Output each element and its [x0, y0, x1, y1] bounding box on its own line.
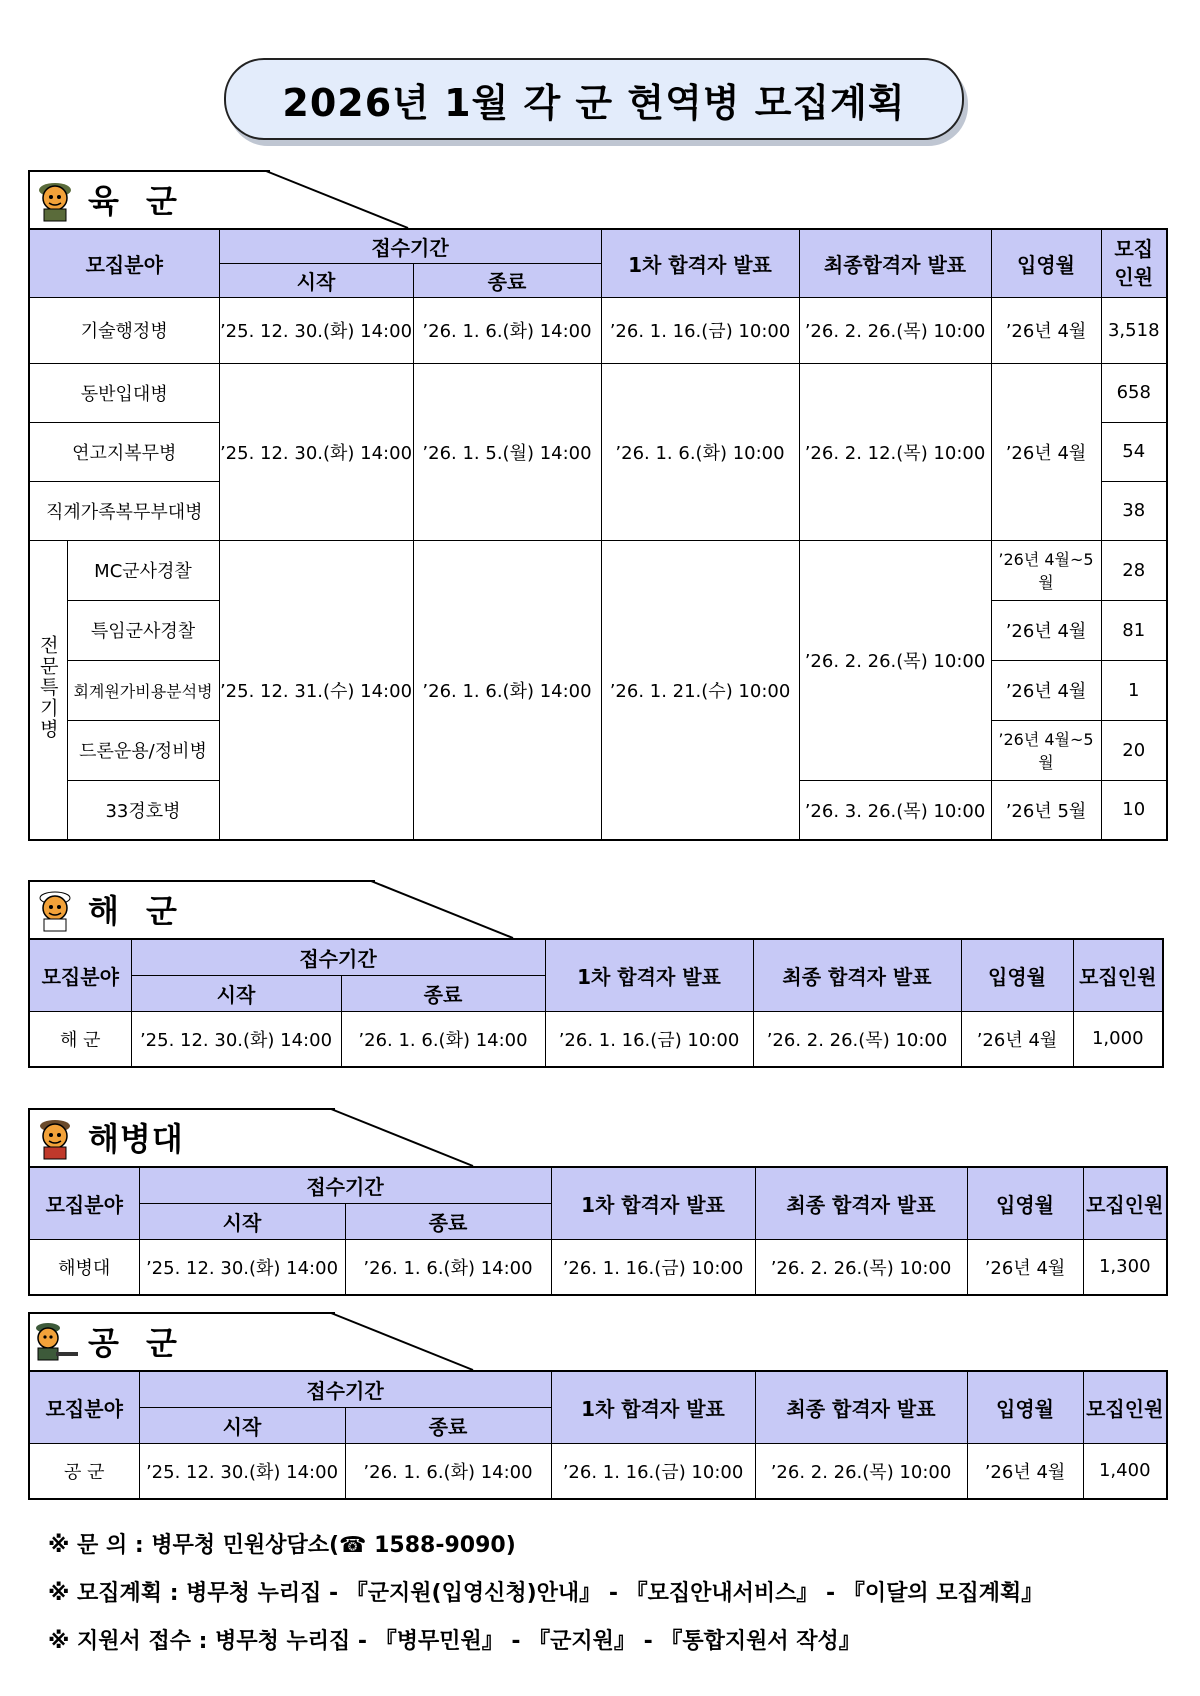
- cell-first: ’26. 1. 21.(수) 10:00: [601, 540, 799, 840]
- cell-count: 54: [1101, 422, 1167, 481]
- header-period: 접수기간: [139, 1371, 551, 1407]
- tiger-mascot-icon: [32, 1318, 78, 1364]
- cell-start: ’25. 12. 30.(화) 14:00: [139, 1443, 345, 1499]
- cell-enlist: ’26년 4월~5월: [991, 540, 1101, 600]
- special-group-label: [29, 540, 67, 840]
- table-row: [29, 1443, 1167, 1499]
- header-period: 접수기간: [219, 229, 601, 263]
- cell-start: ’25. 12. 30.(화) 14:00: [131, 1011, 341, 1067]
- cell-field: 회계원가비용분석병: [67, 660, 219, 720]
- cell-first: ’26. 1. 16.(금) 10:00: [601, 297, 799, 363]
- header-period: 접수기간: [131, 939, 545, 975]
- cell-enlist: ’26년 5월: [991, 780, 1101, 840]
- airforce-table: [28, 1370, 1168, 1500]
- header-field: 모집분야: [29, 1167, 139, 1239]
- header-start: 시작: [139, 1407, 345, 1443]
- army-table: [28, 228, 1168, 841]
- cell-field: 직계가족복무부대병: [29, 481, 219, 540]
- cell-field: 공 군: [29, 1443, 139, 1499]
- cell-count: 658: [1101, 363, 1167, 422]
- cell-first: ’26. 1. 16.(금) 10:00: [551, 1239, 755, 1295]
- tiger-mascot-icon: [32, 1114, 78, 1160]
- special-group-text: 전문특기병: [36, 634, 59, 740]
- cell-final: ’26. 2. 26.(목) 10:00: [799, 540, 991, 780]
- cell-field: 33경호병: [67, 780, 219, 840]
- header-count: 모집인원: [1073, 939, 1163, 1011]
- cell-enlist: ’26년 4월~5월: [991, 720, 1101, 780]
- cell-count: 1,000: [1073, 1011, 1163, 1067]
- header-field: 모집분야: [29, 1371, 139, 1443]
- header-final: 최종 합격자 발표: [755, 1167, 967, 1239]
- cell-enlist: ’26년 4월: [961, 1011, 1073, 1067]
- cell-count: 10: [1101, 780, 1167, 840]
- header-start: 시작: [219, 263, 413, 297]
- cell-count: 1,300: [1083, 1239, 1167, 1295]
- cell-end: ’26. 1. 6.(화) 14:00: [413, 540, 601, 840]
- table-row: [29, 540, 1167, 600]
- cell-enlist: ’26년 4월: [991, 363, 1101, 540]
- cell-final: ’26. 3. 26.(목) 10:00: [799, 780, 991, 840]
- page-title: 2026년 1월 각 군 현역병 모집계획: [224, 58, 964, 140]
- cell-field: 동반입대병: [29, 363, 219, 422]
- cell-enlist: ’26년 4월: [991, 660, 1101, 720]
- tiger-mascot-icon: [32, 886, 78, 932]
- header-first: 1차 합격자 발표: [601, 229, 799, 297]
- table-row: [29, 363, 1167, 422]
- header-end: 종료: [341, 975, 545, 1011]
- cell-end: ’26. 1. 6.(화) 14:00: [345, 1443, 551, 1499]
- header-enlist: 입영월: [991, 229, 1101, 297]
- header-first: 1차 합격자 발표: [551, 1167, 755, 1239]
- cell-start: ’25. 12. 30.(화) 14:00: [219, 363, 413, 540]
- header-first: 1차 합격자 발표: [545, 939, 753, 1011]
- table-row: [29, 1011, 1163, 1067]
- cell-field: 드론운용/정비병: [67, 720, 219, 780]
- cell-first: ’26. 1. 16.(금) 10:00: [551, 1443, 755, 1499]
- cell-count: 38: [1101, 481, 1167, 540]
- marine-table: [28, 1166, 1168, 1296]
- airforce-label: 공 군: [88, 1324, 185, 1362]
- cell-enlist: ’26년 4월: [991, 600, 1101, 660]
- tiger-mascot-icon: [32, 176, 78, 222]
- army-section-header: [28, 170, 428, 228]
- navy-table: [28, 938, 1164, 1068]
- cell-end: ’26. 1. 5.(월) 14:00: [413, 363, 601, 540]
- header-period: 접수기간: [139, 1167, 551, 1203]
- header-enlist: 입영월: [967, 1167, 1083, 1239]
- cell-start: ’25. 12. 30.(화) 14:00: [139, 1239, 345, 1295]
- marine-section-header: [28, 1108, 528, 1166]
- cell-field: 기술행정병: [29, 297, 219, 363]
- header-enlist: 입영월: [961, 939, 1073, 1011]
- cell-final: ’26. 2. 26.(목) 10:00: [755, 1443, 967, 1499]
- header-end: 종료: [345, 1203, 551, 1239]
- cell-count: 81: [1101, 600, 1167, 660]
- airforce-section-header: [28, 1312, 528, 1370]
- cell-count: 20: [1101, 720, 1167, 780]
- cell-final: ’26. 2. 12.(목) 10:00: [799, 363, 991, 540]
- cell-field: 특임군사경찰: [67, 600, 219, 660]
- header-final: 최종합격자 발표: [799, 229, 991, 297]
- cell-field: 해병대: [29, 1239, 139, 1295]
- header-first: 1차 합격자 발표: [551, 1371, 755, 1443]
- cell-count: 28: [1101, 540, 1167, 600]
- cell-final: ’26. 2. 26.(목) 10:00: [755, 1239, 967, 1295]
- cell-final: ’26. 2. 26.(목) 10:00: [753, 1011, 961, 1067]
- note-apply: ※ 지원서 접수 : 병무청 누리집 - 『병무민원』 - 『군지원』 - 『통합지원서 작성』: [48, 1629, 861, 1654]
- table-row: [29, 1239, 1167, 1295]
- cell-first: ’26. 1. 16.(금) 10:00: [545, 1011, 753, 1067]
- header-start: 시작: [131, 975, 341, 1011]
- cell-end: ’26. 1. 6.(화) 14:00: [413, 297, 601, 363]
- cell-enlist: ’26년 4월: [967, 1239, 1083, 1295]
- cell-field: MC군사경찰: [67, 540, 219, 600]
- navy-label: 해 군: [88, 892, 185, 930]
- cell-count: 1: [1101, 660, 1167, 720]
- header-final: 최종 합격자 발표: [755, 1371, 967, 1443]
- navy-section-header: [28, 880, 548, 938]
- cell-field: 연고지복무병: [29, 422, 219, 481]
- marine-label: 해병대: [88, 1120, 184, 1158]
- cell-field: 해 군: [29, 1011, 131, 1067]
- header-end: 종료: [345, 1407, 551, 1443]
- header-start: 시작: [139, 1203, 345, 1239]
- header-count: 모집인원: [1083, 1371, 1167, 1443]
- cell-start: ’25. 12. 30.(화) 14:00: [219, 297, 413, 363]
- header-end: 종료: [413, 263, 601, 297]
- cell-enlist: ’26년 4월: [967, 1443, 1083, 1499]
- cell-end: ’26. 1. 6.(화) 14:00: [345, 1239, 551, 1295]
- header-count: 모집인원: [1083, 1167, 1167, 1239]
- army-label: 육 군: [88, 182, 185, 220]
- cell-end: ’26. 1. 6.(화) 14:00: [341, 1011, 545, 1067]
- header-count: 모집 인원: [1101, 229, 1167, 297]
- note-inquiry: ※ 문 의 : 병무청 민원상담소(☎ 1588-9090): [48, 1533, 516, 1558]
- cell-first: ’26. 1. 6.(화) 10:00: [601, 363, 799, 540]
- header-field: 모집분야: [29, 939, 131, 1011]
- cell-enlist: ’26년 4월: [991, 297, 1101, 363]
- header-final: 최종 합격자 발표: [753, 939, 961, 1011]
- note-plan: ※ 모집계획 : 병무청 누리집 - 『군지원(입영신청)안내』 - 『모집안내서비스』 - 『이달의 모집계획』: [48, 1581, 1044, 1606]
- cell-final: ’26. 2. 26.(목) 10:00: [799, 297, 991, 363]
- table-row: [29, 297, 1167, 363]
- header-enlist: 입영월: [967, 1371, 1083, 1443]
- cell-start: ’25. 12. 31.(수) 14:00: [219, 540, 413, 840]
- cell-count: 1,400: [1083, 1443, 1167, 1499]
- cell-count: 3,518: [1101, 297, 1167, 363]
- header-field: 모집분야: [29, 229, 219, 297]
